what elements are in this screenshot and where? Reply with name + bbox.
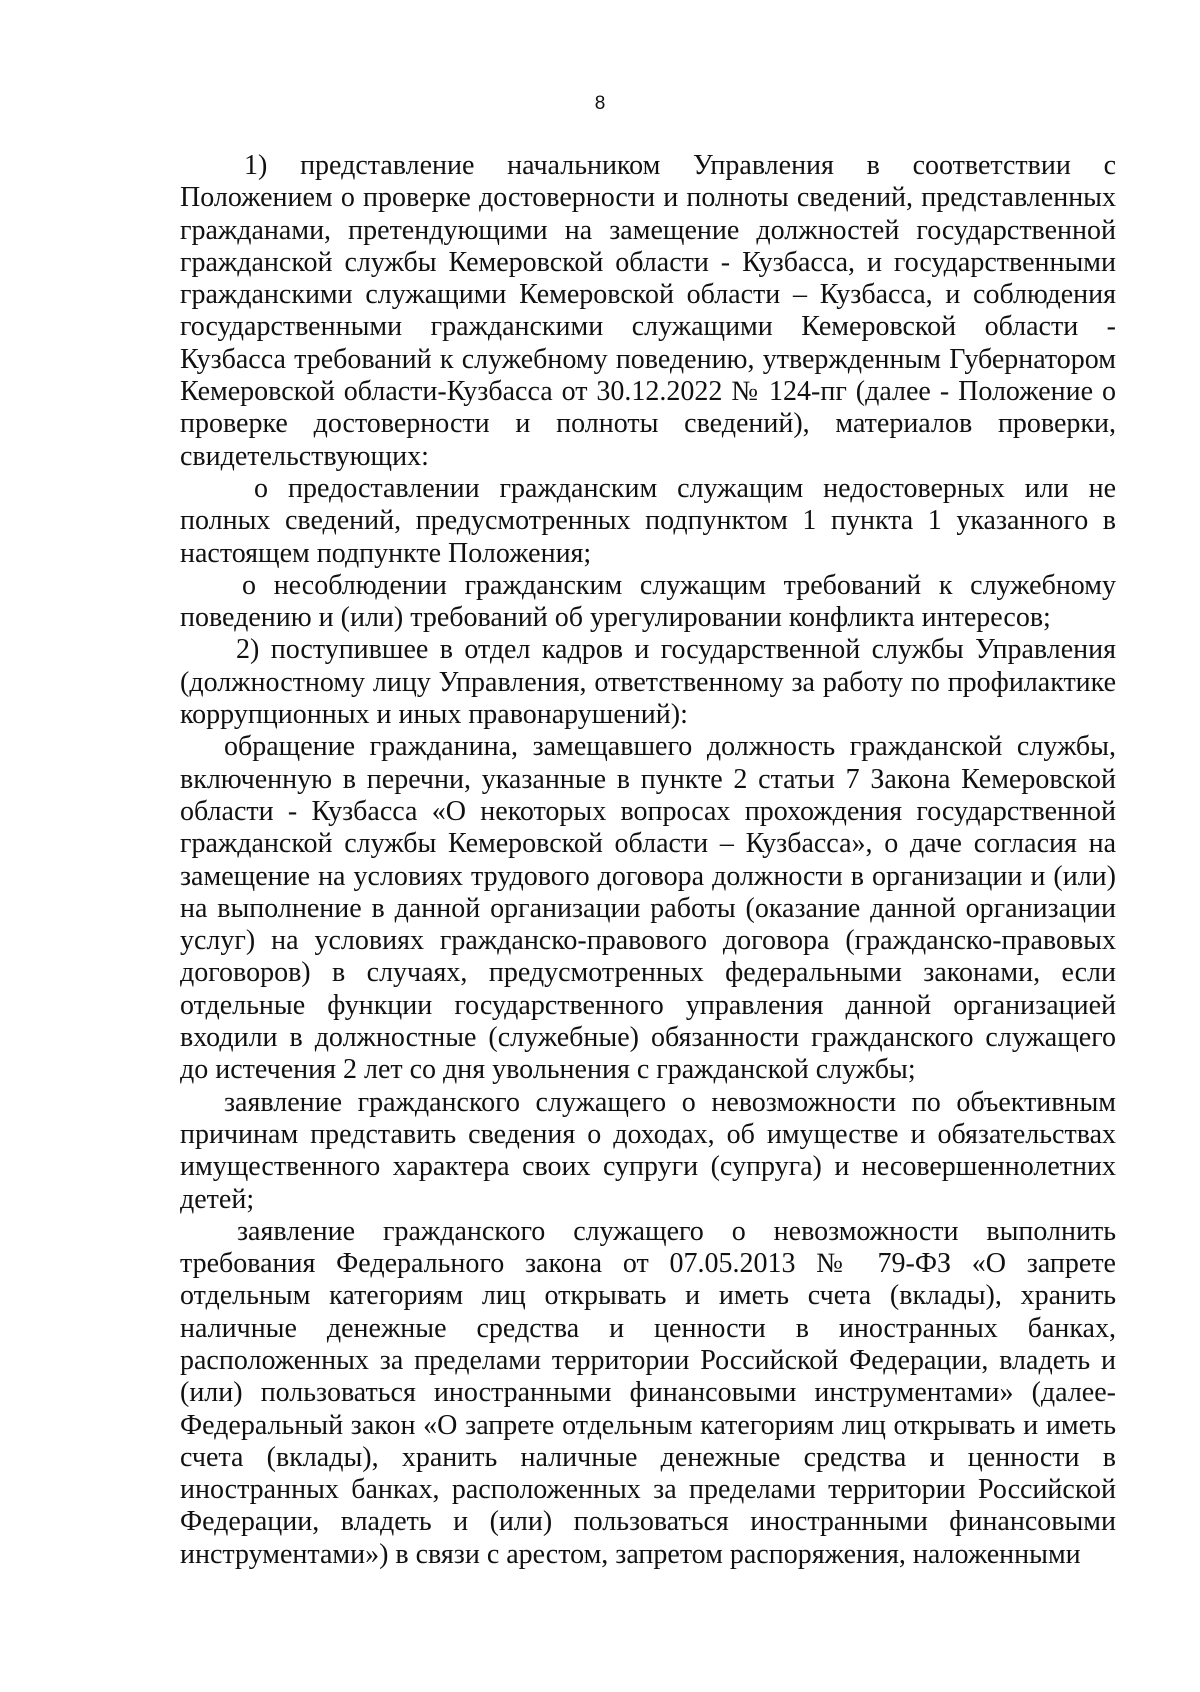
paragraph-subitem-noncompliance: о несоблюдении гражданским служащим требований к служебному поведению и (или) требований об урегулировании конфликта интересов; xyxy=(180,569,1116,634)
paragraph-foreign-accounts: заявление гражданского служащего о невозможности выполнить требования Федерального закона от 07.05.2013 № 79-ФЗ «О запрете отдельным категориям лиц открывать и иметь счета (вклады), хранить наличные денежные средства и ценности в иностранных банках, расположенных за пределами территории Российской Федерации, владеть и (или) пользоваться иностранными финансовыми инструментами» (далее- Федеральный закон «О запрете отдельным категориям лиц открывать и иметь счета (вклады), хранить наличные денежные средства и ценности в иностранных банках, расположенных за пределами территории Российской Федерации, владеть и (или) пользоваться иностранными финансовыми инструментами») в связи с арестом, запретом распоряжения, наложенными xyxy=(180,1215,1116,1570)
page-number: 8 xyxy=(594,93,606,114)
paragraph-item-1: 1) представление начальником Управления в соответствии с Положением о проверке достоверности и полноты сведений, представленных гражданами, претендующими на замещение должностей государственной гражданской службы Кемеровской области - Кузбасса, и государственными гражданскими служащими Кемеровской области – Кузбасса, и соблюдения государственными гражданскими служащими Кемеровской области - Кузбасса требований к служебному поведению, утвержденным Губернатором Кемеровской области-Кузбасса от 30.12.2022 № 124-пг (далее - Положение о проверке достоверности и полноты сведений), материалов проверки, свидетельствующих: xyxy=(180,150,1116,472)
paragraph-subitem-false-info: о предоставлении гражданским служащим недостоверных или не полных сведений, предусмотренных подпунктом 1 пункта 1 указанного в настоящем подпункте Положения; xyxy=(180,472,1116,569)
paragraph-citizen-appeal: обращение гражданина, замещавшего должность гражданской службы, включенную в перечни, указанные в пункте 2 статьи 7 Закона Кемеровской области - Кузбасса «О некоторых вопросах прохождения государственной гражданской службы Кемеровской области – Кузбасса», о даче согласия на замещение на условиях трудового договора должности в организации и (или) на выполнение в данной организации работы (оказание данной организации услуг) на условиях гражданско-правового договора (гражданско-правовых договоров) в случаях, предусмотренных федеральными законами, если отдельные функции государственного управления данной организацией входили в должностные (служебные) обязанности гражданского служащего до истечения 2 лет со дня увольнения с гражданской службы; xyxy=(180,731,1116,1086)
paragraph-income-statement: заявление гражданского служащего о невозможности по объективным причинам представить сведения о доходах, об имуществе и обязательствах имущественного характера своих супруги (супруга) и несовершеннолетних детей; xyxy=(180,1086,1116,1215)
paragraph-item-2: 2) поступившее в отдел кадров и государственной службы Управления (должностному лицу Управления, ответственному за работу по профилактике коррупционных и иных правонарушений): xyxy=(180,634,1116,731)
document-body xyxy=(180,150,1116,1571)
